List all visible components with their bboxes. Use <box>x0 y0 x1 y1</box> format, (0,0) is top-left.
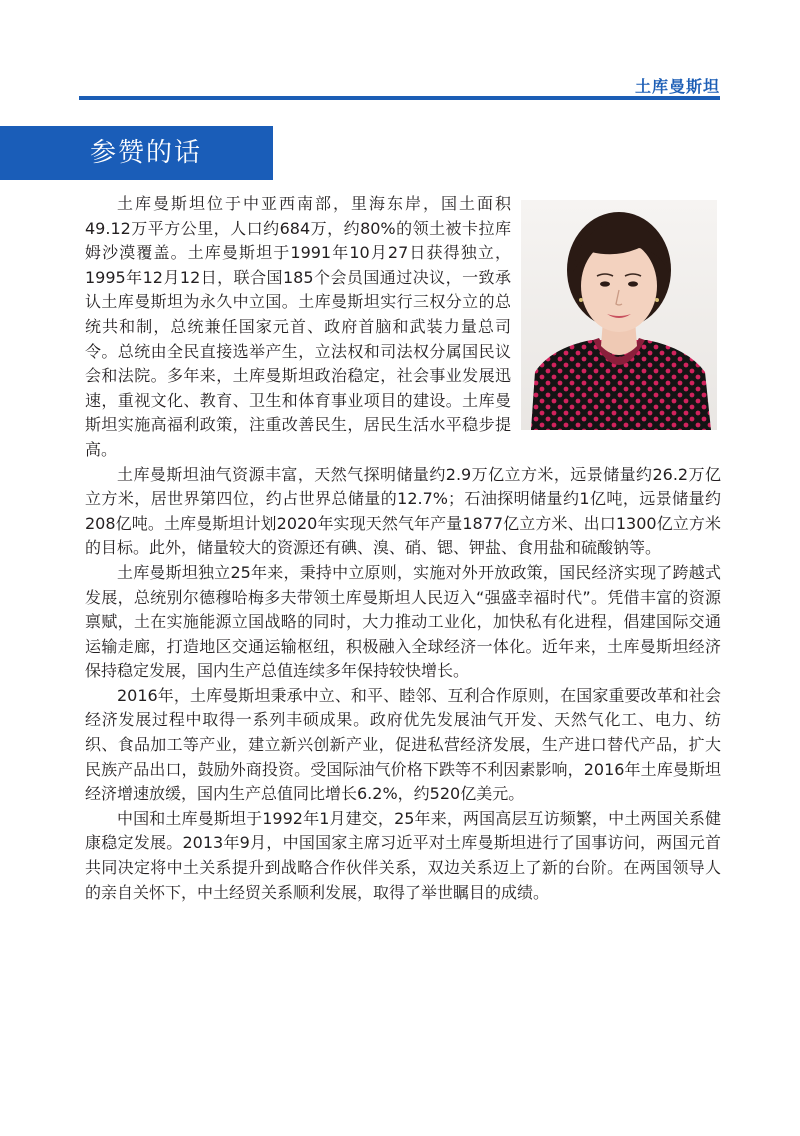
paragraph: 2016年，土库曼斯坦秉承中立、和平、睦邻、互利合作原则，在国家重要改革和社会经济发展过程中取得一系列丰硕成果。政府优先发展油气开发、天然气化工、电力、纺织、食品加工等产业，建立新兴创新产业，促进私营经济发展，生产进口替代产品，扩大民族产品出口，鼓励外商投资。受国际油气价格下跌等不利因素影响，2016年土库曼斯坦经济增速放缓，国内生产总值同比增长6.2%，约520亿美元。 <box>85 685 721 804</box>
paragraph: 中国和土库曼斯坦于1992年1月建交，25年来，两国高层互访频繁，中土两国关系健康稳定发展。2013年9月，中国国家主席习近平对土库曼斯坦进行了国事访问，两国元首共同决定将中土关系提升到战略合作伙伴关系，双边关系迈上了新的台阶。在两国领导人的亲自关怀下，中土经贸关系顺利发展，取得了举世瞩目的成绩。 <box>85 808 721 902</box>
running-header-title: 土库曼斯坦 <box>634 77 720 96</box>
article-body <box>85 192 721 905</box>
section-title: 参赞的话 <box>90 138 203 168</box>
portrait-photo-icon <box>521 200 717 430</box>
paragraph: 土库曼斯坦位于中亚西南部，里海东岸，国土面积49.12万平方公里，人口约684万，约80%的领土被卡拉库姆沙漠覆盖。土库曼斯坦于1991年10月27日获得独立，1995年12月12日，联合国185个会员国通过决议，一致承认土库曼斯坦为永久中立国。土库曼斯坦实行三权分立的总统共和制，总统兼任国家元首、政府首脑和武装力量总司令。总统由全民直接选举产生，立法权和司法权分属国民议会和法院。多年来，土库曼斯坦政治稳定，社会事业发展迅速，重视文化、教育、卫生和体育事业项目的建设。土库曼斯坦实施高福利政策，注重改善民生，居民生活水平稳步提高。 <box>85 194 511 459</box>
portrait-illustration <box>521 200 717 430</box>
paragraph: 土库曼斯坦油气资源丰富，天然气探明储量约2.9万亿立方米，远景储量约26.2万亿立方米，居世界第四位，约占世界总储量的12.7%；石油探明储量约1亿吨，远景储量约208亿吨。土库曼斯坦计划2020年实现天然气年产量1877亿立方米、出口1300亿立方米的目标。此外，储量较大的资源还有碘、溴、硝、锶、钾盐、食用盐和硫酸钠等。 <box>85 464 721 558</box>
header-rule <box>79 96 720 100</box>
paragraph: 土库曼斯坦独立25年来，秉持中立原则，实施对外开放政策，国民经济实现了跨越式发展，总统别尔德穆哈梅多夫带领土库曼斯坦人民迈入“强盛幸福时代”。凭借丰富的资源禀赋，土在实施能源立国战略的同时，大力推动工业化，加快私有化进程，倡建国际交通运输走廊，打造地区交通运输枢纽，积极融入全球经济一体化。近年来，土库曼斯坦经济保持稳定发展，国内生产总值连续多年保持较快增长。 <box>85 562 721 681</box>
